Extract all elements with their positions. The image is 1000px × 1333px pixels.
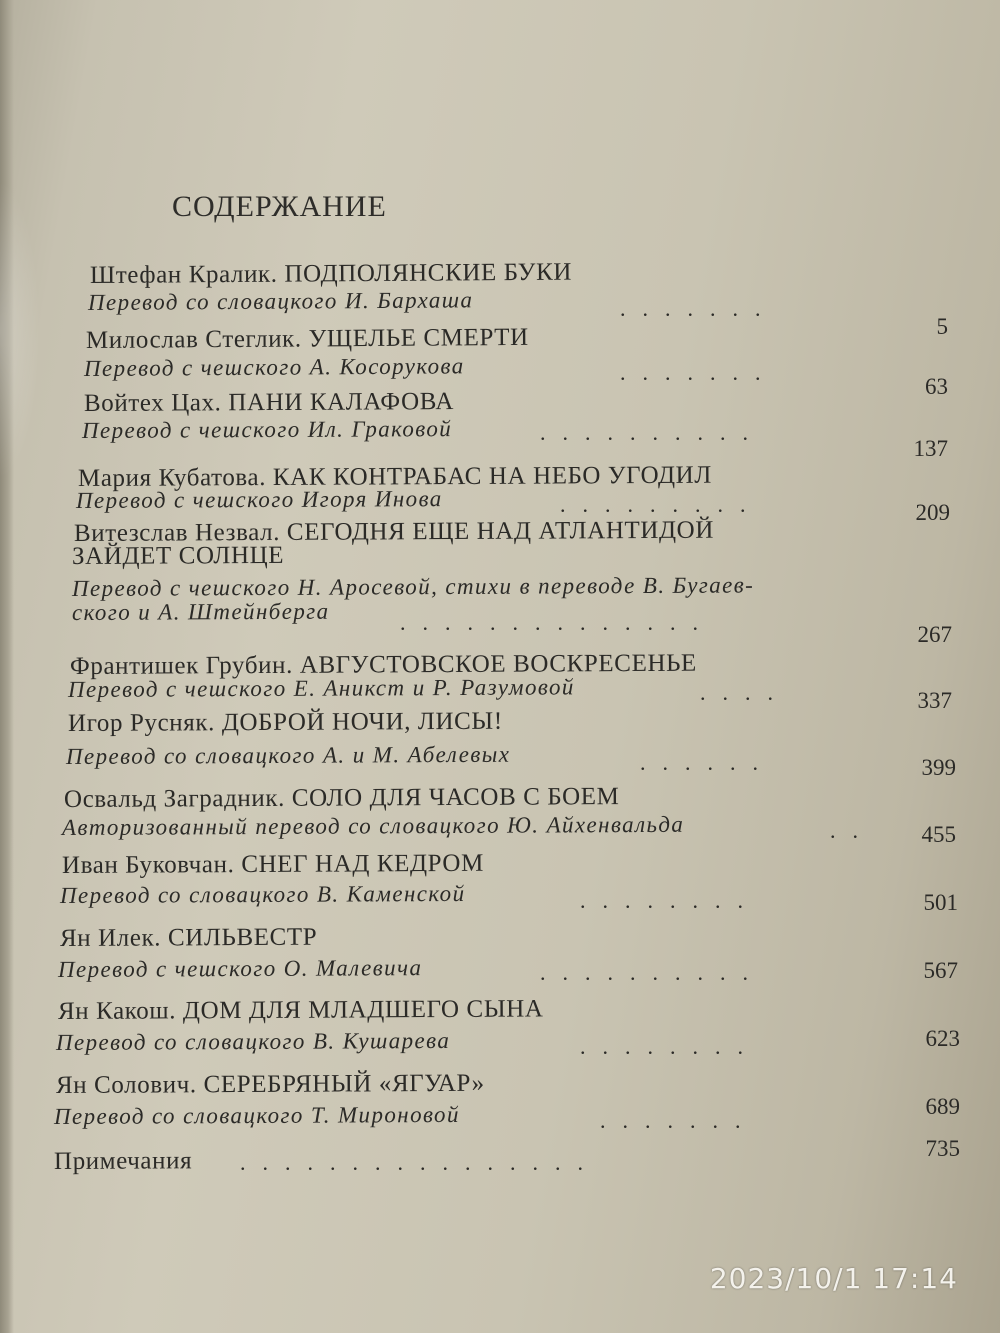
entry-page: 689 bbox=[925, 1094, 960, 1119]
entry-page: 337 bbox=[917, 688, 952, 713]
entry-page: 623 bbox=[925, 1026, 960, 1051]
entry-page: 137 bbox=[913, 436, 948, 461]
entry-heading bbox=[60, 924, 317, 953]
entry-author: Ян Илек. bbox=[59, 924, 162, 952]
entry-author: Штефан Кралик. bbox=[89, 260, 278, 289]
entry-heading bbox=[58, 995, 544, 1026]
entry-author: Франтишек Грубин. bbox=[69, 651, 293, 680]
entry-work-continued: ЗАЙДЕТ СОЛНЦЕ bbox=[71, 541, 285, 570]
entry-translator: Перевод со словацкого В. Кушарева bbox=[55, 1027, 451, 1055]
entry-author: Милослав Стеглик. bbox=[85, 325, 302, 354]
dot-leader: ...... bbox=[640, 750, 775, 775]
entry-work: ДОМ ДЛЯ МЛАДШЕГО СЫНА bbox=[182, 995, 544, 1025]
entry-translator-continued: ского и А. Штейнберга bbox=[71, 598, 330, 625]
entry-translator: Перевод с чешского А. Косорукова bbox=[83, 353, 465, 381]
dot-leader: ....... bbox=[620, 296, 778, 321]
entry-work: СЕГОДНЯ ЕЩЕ НАД АТЛАНТИДОЙ bbox=[286, 516, 715, 546]
entry-author: Мария Кубатова. bbox=[77, 464, 267, 492]
entry-work: СНЕГ НАД КЕДРОМ bbox=[241, 849, 484, 879]
entry-heading bbox=[56, 1070, 485, 1100]
toc-title: СОДЕРЖАНИЕ bbox=[172, 190, 387, 223]
entry-author: Ян Какош. bbox=[57, 997, 177, 1025]
entry-page: 267 bbox=[917, 622, 952, 647]
entry-page: 501 bbox=[923, 890, 958, 915]
entry-heading bbox=[62, 850, 484, 880]
dot-leader: ....... bbox=[620, 360, 778, 385]
entry-work: АВГУСТОВСКОЕ ВОСКРЕСЕНЬЕ bbox=[299, 649, 697, 679]
entry-author: Витезслав Незвал. bbox=[73, 518, 281, 547]
entry-heading bbox=[64, 783, 620, 814]
dot-leader: .......... bbox=[540, 420, 765, 445]
page-crease bbox=[0, 180, 40, 480]
entry-work: СИЛЬВЕСТР bbox=[167, 923, 318, 952]
entry-page: 399 bbox=[921, 755, 956, 780]
entry-work: КАК КОНТРАБАС НА НЕБО УГОДИЛ bbox=[272, 461, 712, 491]
dot-leader: ......... bbox=[560, 492, 763, 517]
entry-translator: Перевод со словацкого В. Каменской bbox=[59, 880, 466, 908]
entry-author: Иван Буковчан. bbox=[61, 851, 235, 879]
entry-page: 63 bbox=[925, 374, 948, 399]
entry-work: ДОБРОЙ НОЧИ, ЛИСЫ! bbox=[221, 707, 503, 737]
entry-translator: Перевод с чешского Ил. Граковой bbox=[81, 416, 453, 443]
entry-work: ПОДПОЛЯНСКИЕ БУКИ bbox=[284, 258, 573, 288]
entry-work: СЕРЕБРЯНЫЙ «ЯГУАР» bbox=[203, 1069, 485, 1099]
entry-work: УЩЕЛЬЕ СМЕРТИ bbox=[308, 323, 529, 353]
entry-translator: Перевод со словацкого И. Бархаша bbox=[87, 287, 474, 315]
dot-leader: ....... bbox=[600, 1108, 758, 1133]
notes-label: Примечания bbox=[53, 1147, 193, 1175]
notes-page: 735 bbox=[925, 1136, 960, 1161]
entry-translator: Перевод с чешского О. Малевича bbox=[57, 955, 423, 982]
entry-page: 209 bbox=[915, 500, 950, 525]
entry-page: 5 bbox=[936, 314, 948, 339]
entry-translator: Перевод с чешского Игоря Инова bbox=[75, 486, 443, 513]
dot-leader: .............. bbox=[400, 610, 715, 635]
entry-author: Игор Русняк. bbox=[67, 709, 215, 737]
entry-page: 567 bbox=[923, 958, 958, 983]
entry-heading bbox=[84, 388, 454, 418]
entry-translator: Перевод с чешского Е. Аникст и Р. Разумовой bbox=[67, 674, 575, 702]
dot-leader: ........ bbox=[580, 1034, 760, 1059]
entry-work: СОЛО ДЛЯ ЧАСОВ С БОЕМ bbox=[291, 783, 620, 812]
photo-timestamp: 2023/10/1 17:14 bbox=[709, 1262, 958, 1295]
entry-page: 455 bbox=[921, 822, 956, 847]
dot-leader: .. bbox=[830, 818, 875, 843]
entry-work: ПАНИ КАЛАФОВА bbox=[228, 388, 455, 417]
entry-author: Освальд Заградник. bbox=[63, 784, 286, 813]
entry-author: Ян Солович. bbox=[55, 1071, 197, 1099]
dot-leader: ........ bbox=[580, 888, 760, 913]
entry-translator: Перевод с чешского Н. Аросевой, стихи в переводе В. Бугаев- bbox=[71, 572, 755, 601]
dot-leader: .......... bbox=[540, 960, 765, 985]
dot-leader: .... bbox=[700, 680, 790, 705]
entry-translator: Авторизованный перевод со словацкого Ю. Айхенвальда bbox=[61, 811, 685, 840]
entry-heading bbox=[68, 708, 503, 738]
entry-translator: Перевод со словацкого Т. Мироновой bbox=[53, 1101, 460, 1129]
entry-author: Войтех Цах. bbox=[83, 389, 222, 417]
dot-leader: ................ bbox=[240, 1150, 600, 1175]
entry-translator: Перевод со словацкого А. и М. Абелевых bbox=[65, 741, 511, 769]
entry-heading bbox=[86, 324, 529, 355]
entry-heading bbox=[90, 259, 572, 290]
